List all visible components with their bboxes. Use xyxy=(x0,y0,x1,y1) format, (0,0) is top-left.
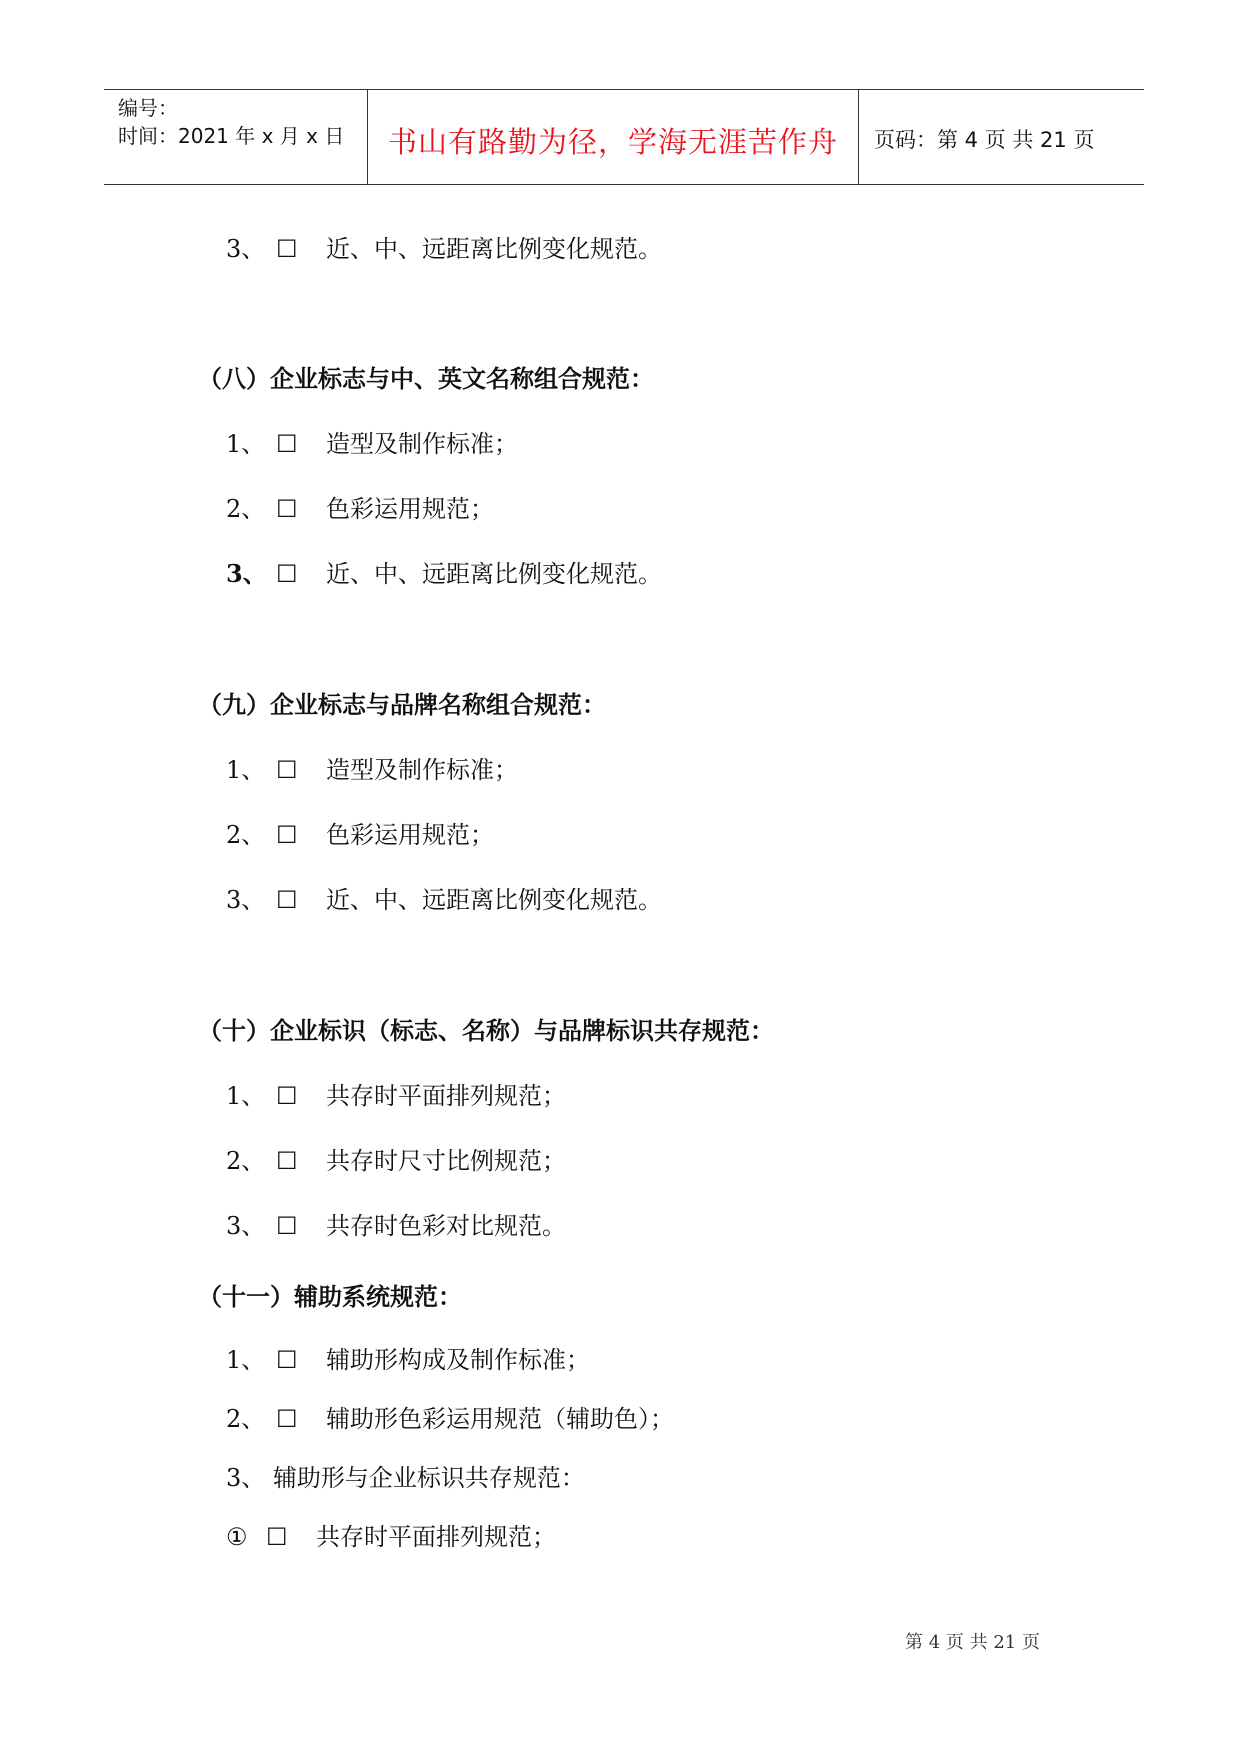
header-page-cell xyxy=(860,90,1144,184)
item-text: 近、中、远距离比例变化规范。 xyxy=(326,560,662,588)
list-item xyxy=(226,489,494,524)
item-number: 1、 xyxy=(226,1346,266,1374)
item-number: 1、 xyxy=(226,756,266,784)
list-item xyxy=(226,1399,674,1434)
list-item xyxy=(226,554,662,589)
checkbox-icon: ☐ xyxy=(276,756,298,784)
page-header xyxy=(104,89,1144,185)
checkbox-icon: ☐ xyxy=(276,821,298,849)
item-text: 色彩运用规范； xyxy=(326,495,494,523)
item-number: ① xyxy=(226,1523,248,1551)
item-text: 造型及制作标准； xyxy=(326,756,518,784)
checkbox-icon: ☐ xyxy=(276,430,298,458)
item-text: 近、中、远距离比例变化规范。 xyxy=(326,886,662,914)
item-number: 2、 xyxy=(226,495,266,523)
item-text: 辅助形色彩运用规范（辅助色）； xyxy=(326,1405,674,1433)
list-item xyxy=(226,1340,590,1375)
document-time-label: 时间：2021 年 x 月 x 日 xyxy=(118,124,345,148)
item-text: 造型及制作标准； xyxy=(326,430,518,458)
list-item xyxy=(226,880,662,915)
checkbox-icon: ☐ xyxy=(276,1405,298,1433)
list-item xyxy=(226,1076,566,1111)
item-number: 3、 xyxy=(226,886,266,914)
list-item xyxy=(226,815,494,850)
checkbox-icon: ☐ xyxy=(276,1147,298,1175)
item-text: 辅助形构成及制作标准； xyxy=(326,1346,590,1374)
section-heading: （八）企业标志与中、英文名称组合规范： xyxy=(198,365,654,393)
page-number-label: 页码：第 4 页 共 21 页 xyxy=(874,128,1095,152)
list-item xyxy=(226,750,518,785)
checkbox-icon: ☐ xyxy=(266,1523,288,1551)
item-text: 色彩运用规范； xyxy=(326,821,494,849)
header-meta-cell xyxy=(104,90,368,184)
item-number: 1、 xyxy=(226,430,266,458)
item-number: 3、 xyxy=(226,1212,266,1240)
item-number: 3、 xyxy=(226,559,267,588)
list-item xyxy=(226,229,662,264)
item-number: 2、 xyxy=(226,821,266,849)
checkbox-icon: ☐ xyxy=(276,495,298,523)
checkbox-icon: ☐ xyxy=(276,1212,298,1240)
list-item xyxy=(226,1141,566,1176)
section-heading: （十）企业标识（标志、名称）与品牌标识共存规范： xyxy=(198,1017,774,1045)
item-number: 2、 xyxy=(226,1405,266,1433)
list-item: 3、 辅助形与企业标识共存规范： xyxy=(226,1464,585,1492)
item-text: 共存时色彩对比规范。 xyxy=(326,1212,566,1240)
checkbox-icon: ☐ xyxy=(276,1082,298,1110)
item-text: 共存时尺寸比例规范； xyxy=(326,1147,566,1175)
document-number-label: 编号： xyxy=(118,96,178,120)
motto-text: 书山有路勤为径，学海无涯苦作舟 xyxy=(387,125,838,159)
page-footer: 第 4 页 共 21 页 xyxy=(905,1632,1040,1653)
section-heading: （十一）辅助系统规范： xyxy=(198,1283,462,1311)
header-motto-cell xyxy=(368,90,859,184)
checkbox-icon: ☐ xyxy=(276,235,298,263)
item-number: 2、 xyxy=(226,1147,266,1175)
item-text: 近、中、远距离比例变化规范。 xyxy=(326,235,662,263)
checkbox-icon: ☐ xyxy=(276,1346,298,1374)
item-text: 共存时平面排列规范； xyxy=(326,1082,566,1110)
section-heading: （九）企业标志与品牌名称组合规范： xyxy=(198,691,606,719)
checkbox-icon: ☐ xyxy=(276,886,298,914)
item-number: 1、 xyxy=(226,1082,266,1110)
list-item xyxy=(226,1206,566,1241)
list-item xyxy=(226,424,518,459)
list-item xyxy=(226,1517,556,1552)
item-number: 3、 xyxy=(226,235,266,263)
checkbox-icon: ☐ xyxy=(276,560,298,588)
item-text: 共存时平面排列规范； xyxy=(316,1523,556,1551)
